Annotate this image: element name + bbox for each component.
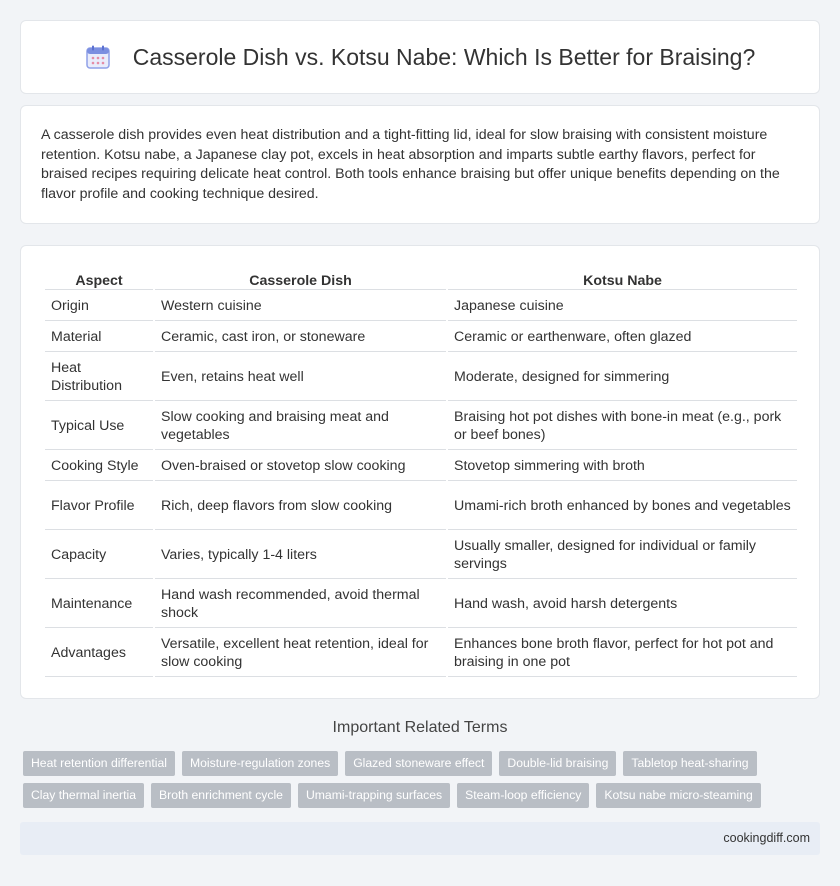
related-term-tag[interactable]: Moisture-regulation zones [182, 751, 338, 776]
kotsu-nabe-cell: Usually smaller, designed for individual or family servings [448, 532, 797, 579]
header-aspect: Aspect [45, 268, 153, 290]
table-row [45, 354, 797, 401]
aspect-cell: Heat Distribution [45, 354, 153, 401]
table-row [45, 483, 797, 530]
comparison-table [43, 266, 799, 679]
related-terms-row-2 [23, 783, 823, 808]
related-terms-row-1 [23, 751, 823, 776]
kotsu-nabe-cell: Enhances bone broth flavor, perfect for hot pot and braising in one pot [448, 630, 797, 677]
kotsu-nabe-cell: Japanese cuisine [448, 292, 797, 321]
aspect-cell: Typical Use [45, 403, 153, 450]
related-term-tag[interactable]: Steam-loop efficiency [457, 783, 589, 808]
table-row [45, 403, 797, 450]
footer [20, 822, 820, 855]
aspect-cell: Material [45, 323, 153, 352]
kotsu-nabe-cell: Umami-rich broth enhanced by bones and vegetables [448, 483, 797, 530]
table-row [45, 452, 797, 481]
aspect-cell: Capacity [45, 532, 153, 579]
casserole-cell: Varies, typically 1-4 liters [155, 532, 446, 579]
related-term-tag[interactable]: Broth enrichment cycle [151, 783, 291, 808]
casserole-cell: Oven-braised or stovetop slow cooking [155, 452, 446, 481]
related-term-tag[interactable]: Glazed stoneware effect [345, 751, 492, 776]
header-card [20, 20, 820, 94]
casserole-cell: Versatile, excellent heat retention, ideal for slow cooking [155, 630, 446, 677]
footer-site-link[interactable]: cookingdiff.com [723, 831, 810, 845]
table-row [45, 323, 797, 352]
casserole-cell: Hand wash recommended, avoid thermal shock [155, 581, 446, 628]
kotsu-nabe-cell: Braising hot pot dishes with bone-in meat (e.g., pork or beef bones) [448, 403, 797, 450]
aspect-cell: Cooking Style [45, 452, 153, 481]
kotsu-nabe-cell: Hand wash, avoid harsh detergents [448, 581, 797, 628]
related-term-tag[interactable]: Clay thermal inertia [23, 783, 144, 808]
comparison-card [20, 245, 820, 699]
calendar-icon [85, 44, 111, 70]
aspect-cell: Maintenance [45, 581, 153, 628]
related-term-tag[interactable]: Heat retention differential [23, 751, 175, 776]
table-row [45, 581, 797, 628]
related-term-tag[interactable]: Tabletop heat-sharing [623, 751, 756, 776]
header-kotsu-nabe: Kotsu Nabe [448, 268, 797, 290]
table-row [45, 292, 797, 321]
table-row [45, 532, 797, 579]
kotsu-nabe-cell: Ceramic or earthenware, often glazed [448, 323, 797, 352]
related-term-tag[interactable]: Double-lid braising [499, 751, 616, 776]
casserole-cell: Western cuisine [155, 292, 446, 321]
kotsu-nabe-cell: Stovetop simmering with broth [448, 452, 797, 481]
header-casserole-dish: Casserole Dish [155, 268, 446, 290]
related-term-tag[interactable]: Kotsu nabe micro-steaming [596, 783, 760, 808]
intro-text: A casserole dish provides even heat distribution and a tight-fitting lid, ideal for slow braising with consistent moisture retention. Kotsu nabe, a Japanese clay pot, excels in heat absorption and imparts subtle earthy flavors, perfect for braised recipes requiring delicate heat control. Both tools enhance braising but offer unique benefits depending on the flavor profile and cooking technique desired. [41, 127, 780, 202]
aspect-cell: Flavor Profile [45, 483, 153, 530]
page-title: Casserole Dish vs. Kotsu Nabe: Which Is Better for Braising? [132, 43, 756, 70]
aspect-cell: Origin [45, 292, 153, 321]
related-term-tag[interactable]: Umami-trapping surfaces [298, 783, 450, 808]
table-row [45, 630, 797, 677]
intro-card [20, 105, 820, 224]
casserole-cell: Even, retains heat well [155, 354, 446, 401]
casserole-cell: Slow cooking and braising meat and vegetables [155, 403, 446, 450]
casserole-cell: Rich, deep flavors from slow cooking [155, 483, 446, 530]
related-terms-title: Important Related Terms [332, 719, 508, 736]
kotsu-nabe-cell: Moderate, designed for simmering [448, 354, 797, 401]
casserole-cell: Ceramic, cast iron, or stoneware [155, 323, 446, 352]
aspect-cell: Advantages [45, 630, 153, 677]
